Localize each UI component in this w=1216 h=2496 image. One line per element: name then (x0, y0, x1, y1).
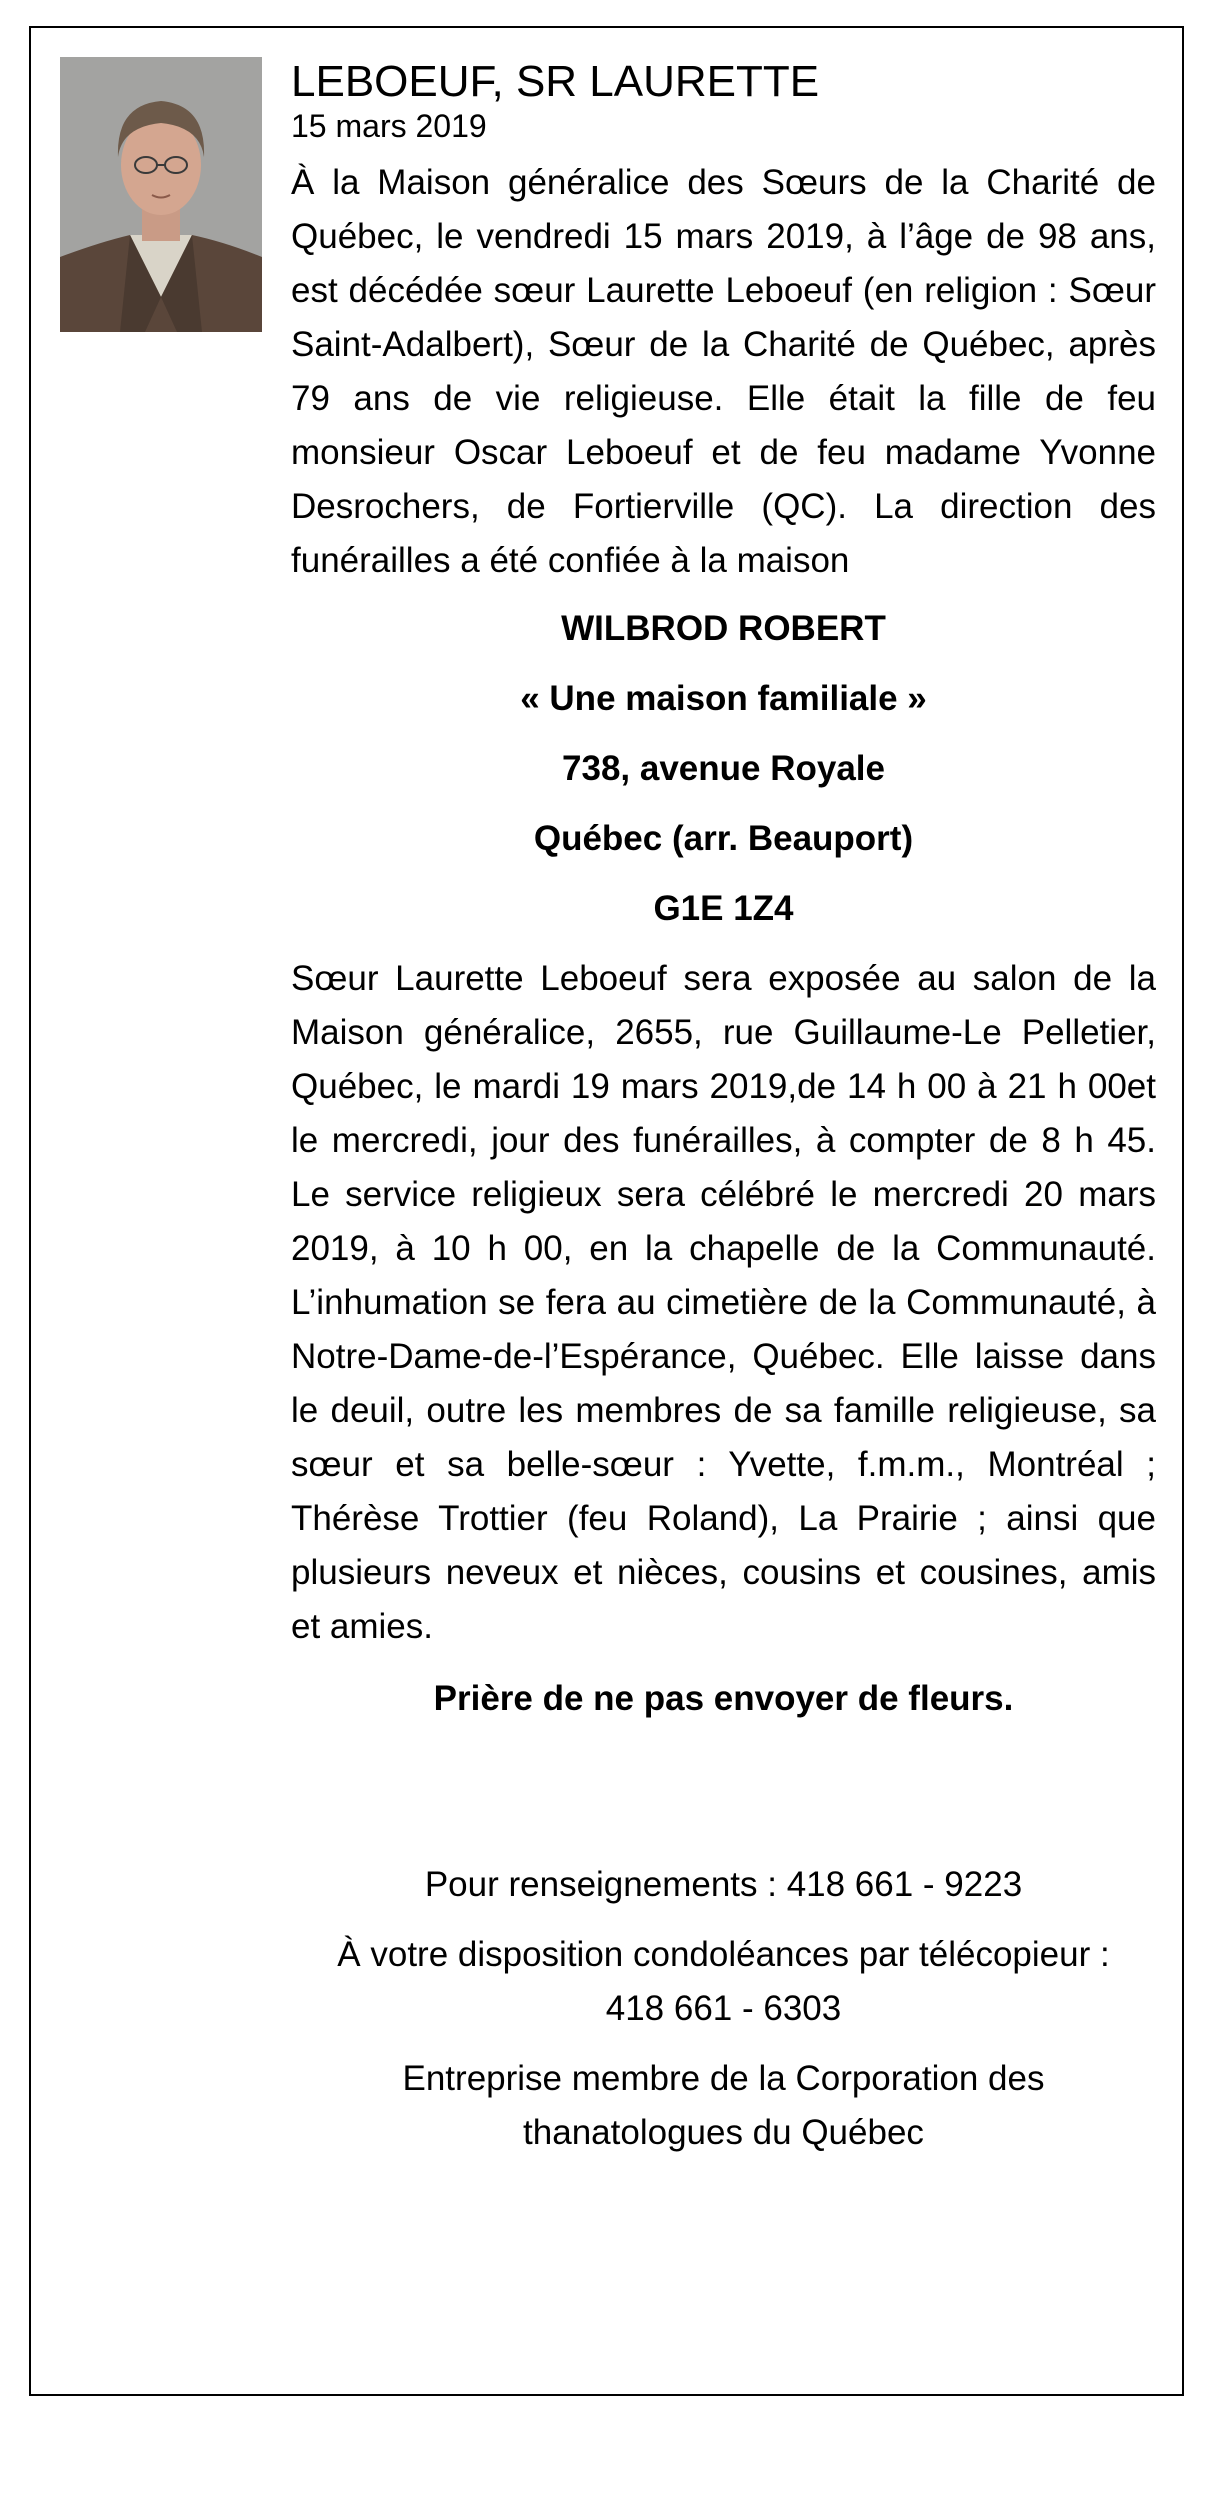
portrait-photo (60, 57, 262, 332)
footer-info (291, 1858, 1156, 2160)
funeral-home-street: 738, avenue Royale (562, 749, 885, 788)
funeral-home-city: Québec (arr. Beauport) (533, 819, 914, 858)
fax-label-line: À votre disposition condoléances par télécopieur : (337, 1935, 1110, 1974)
portrait-icon (60, 57, 262, 332)
funeral-home-address (291, 602, 1156, 936)
funeral-home-tagline: « Une maison familiale » (520, 679, 927, 718)
membership-line-1: Entreprise membre de la Corporation des (402, 2059, 1045, 2098)
flowers-note: Prière de ne pas envoyer de fleurs. (433, 1679, 1014, 1718)
details-paragraph: Sœur Laurette Leboeuf sera exposée au salon de la Maison généralice, 2655, rue Guillaume-Le Pelletier, Québec, le mardi 19 mars 2019,de 14 h 00 à 21 h 00et le mercredi, jour des funérailles, à compter de 8 h 45. Le service religieux sera célébré le mercredi 20 mars 2019, à 10 h 00, en la chapelle de la Communauté. L’inhumation se fera au cimetière de la Communauté, à Notre-Dame-de-l’Espérance, Québec. Elle laisse dans le deuil, outre les membres de sa famille religieuse, sa sœur et sa belle-sœur : Yvette, f.m.m., Montréal ; Thérèse Trottier (feu Roland), La Prairie ; ainsi que plusieurs neveux et nièces, cousins et cousines, amis et amies. (291, 959, 1156, 1646)
obituary-content (291, 56, 1156, 2176)
funeral-home-name: WILBROD ROBERT (561, 609, 886, 648)
membership-line-2: thanatologues du Québec (523, 2113, 924, 2152)
publication-date: 15 mars 2019 (291, 108, 487, 144)
fax-number: 418 661 - 6303 (605, 1989, 842, 2028)
intro-paragraph: À la Maison généralice des Sœurs de la Charité de Québec, le vendredi 15 mars 2019, à l’âge de 98 ans, est décédée sœur Laurette Leboeuf (en religion : Sœur Saint-Adalbert), Sœur de la Charité de Québec, après 79 ans de vie religieuse. Elle était la fille de feu monsieur Oscar Leboeuf et de feu madame Yvonne Desrochers, de Fortierville (QC). La direction des funérailles a été confiée à la maison (291, 163, 1156, 580)
deceased-name: LEBOEUF, SR LAURETTE (291, 57, 820, 106)
info-phone-line: Pour renseignements : 418 661 - 9223 (424, 1865, 1023, 1904)
funeral-home-postal: G1E 1Z4 (653, 889, 794, 928)
